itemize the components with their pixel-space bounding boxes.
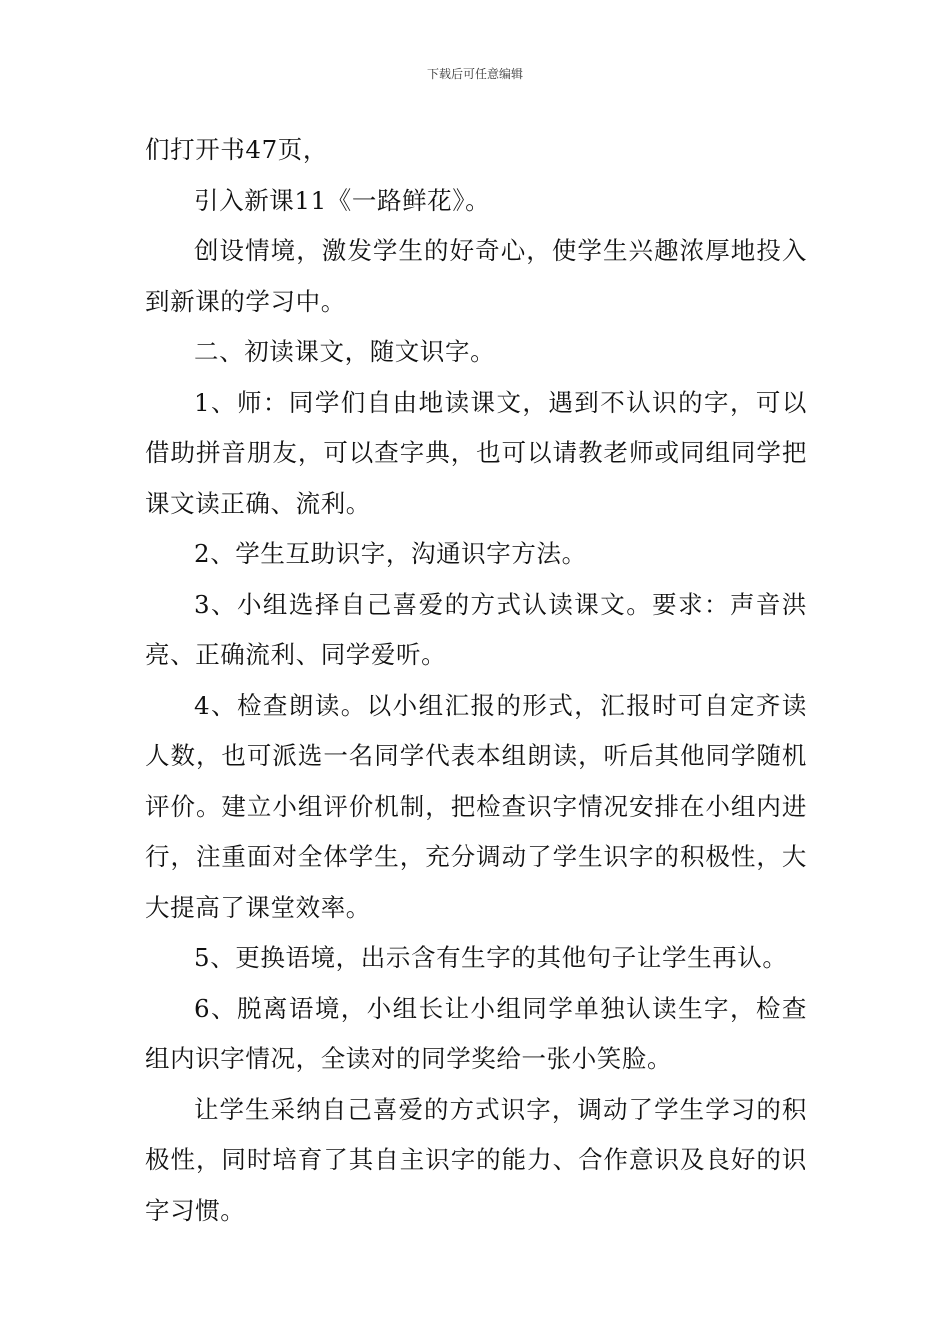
paragraph: 创设情境，激发学生的好奇心，使学生兴趣浓厚地投入到新课的学习中。: [145, 236, 807, 316]
page-header: 下载后可任意编辑: [426, 67, 523, 81]
paragraph: 2、学生互助识字，沟通识字方法。: [194, 539, 587, 568]
paragraph: 们打开书47页，: [145, 135, 328, 164]
paragraph: 1、师：同学们自由地读课文，遇到不认识的字，可以借助拼音朋友，可以查字典，也可以请教老师或同组同学把课文读正确、流利。: [145, 387, 807, 518]
document-body: [145, 125, 807, 1236]
paragraph: 6、脱离语境，小组长让小组同学单独认读生字，检查组内识字情况，全读对的同学奖给一张小笑脸。: [145, 993, 807, 1073]
paragraph: 让学生采纳自己喜爱的方式识字，调动了学生学习的积极性，同时培育了其自主识字的能力、合作意识及良好的识字习惯。: [145, 1094, 807, 1225]
paragraph: 引入新课11《一路鲜花》。: [194, 185, 491, 215]
paragraph: 5、更换语境，出示含有生字的其他句子让学生再认。: [194, 943, 788, 972]
paragraph: 3、小组选择自己喜爱的方式认读课文。要求：声音洪亮、正确流利、同学爱听。: [145, 589, 807, 669]
section-heading: 二、初读课文，随文识字。: [194, 337, 496, 366]
paragraph: 4、检查朗读。以小组汇报的形式，汇报时可自定齐读人数，也可派选一名同学代表本组朗读，听后其他同学随机评价。建立小组评价机制，把检查识字情况安排在小组内进行，注重面对全体学生，充分调动了学生识字的积极性，大大提高了课堂效率。: [145, 690, 807, 922]
